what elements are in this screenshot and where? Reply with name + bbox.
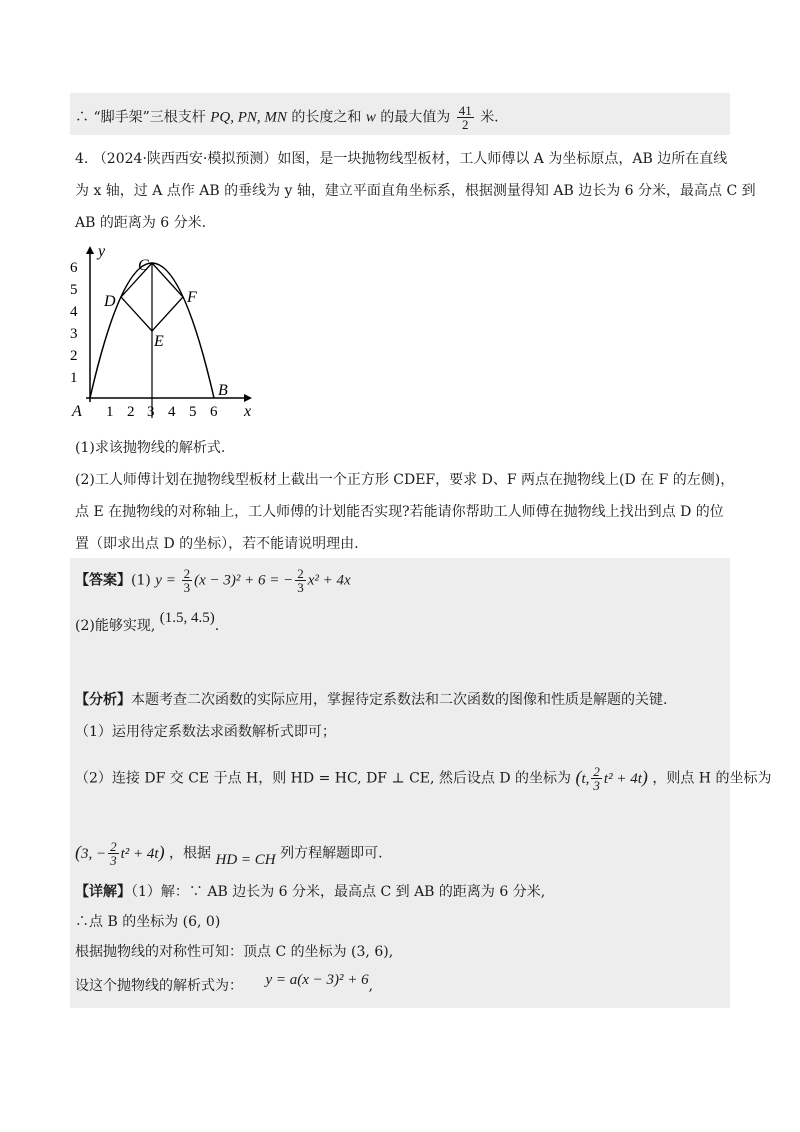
analysis-text: 本题考查二次函数的实际应用，掌握待定系数法和二次函数的图像和性质是解题的关键. — [131, 692, 668, 708]
y-axis-label: y — [98, 243, 106, 260]
analysis-step-3 — [75, 840, 383, 867]
y-axis-arrow — [86, 246, 94, 254]
point-d-first: t, — [581, 770, 590, 787]
max-value-fraction — [457, 104, 474, 131]
rods-names: PQ, PN, MN — [210, 109, 287, 126]
point-h-first: 3, − — [81, 845, 107, 862]
question-1: (1)求该抛物线的解析式. — [75, 440, 226, 456]
point-e-label: E — [154, 333, 164, 350]
point-d-second: t² + 4t — [603, 770, 642, 787]
y-tick-1: 1 — [70, 370, 78, 386]
question-2-line-3: 置（即求出点 D 的坐标），若不能请说明理由. — [75, 536, 359, 552]
answer-1-end: x² + 4x — [307, 572, 351, 589]
fraction-numerator: 41 — [458, 103, 472, 118]
answer-1-middle: (x − 3)² + 6 = − — [194, 572, 294, 589]
x-tick-3: 3 — [147, 404, 155, 420]
analysis-point-d: (t, $\frac{2}{3}$ t² + 4t) — [575, 764, 648, 793]
point-f-label: F — [187, 289, 197, 306]
answer-line-2 — [75, 610, 220, 636]
detail-text-4: 设这个抛物线的解析式为： — [75, 978, 243, 994]
parabola-graph — [60, 240, 270, 425]
x-axis-arrow — [244, 394, 252, 402]
conclusion-text-before: “脚手架”三根支杆 — [93, 109, 206, 126]
answer-2-text: (2)能够实现, — [75, 618, 156, 634]
var-w: w — [365, 109, 376, 126]
x-tick-1: 1 — [106, 404, 114, 420]
x-tick-4: 4 — [168, 404, 176, 420]
answer-1-fraction-b — [295, 567, 306, 594]
detail-line-4 — [75, 972, 374, 996]
analysis-label: 【分析】 — [75, 692, 131, 708]
detail-text-1: （1）解：∵ AB 边长为 6 分米，最高点 C 到 AB 的距离为 6 分米, — [131, 884, 546, 900]
detail-label: 【详解】 — [75, 884, 131, 900]
detail-formula: y = a(x − 3)² + 6 — [265, 972, 369, 988]
question-2-line-2: 点 E 在抛物线的对称轴上，工人师傅的计划能否实现?若能请你帮助工人师傅在抛物线上找出到点 D 的位 — [75, 504, 724, 520]
answer-label: 【答案】 — [75, 572, 131, 589]
analysis-step-3-end: 列方程解题即可. — [280, 845, 383, 862]
answer-1-prefix: (1) — [131, 572, 151, 589]
x-tick-5: 5 — [189, 404, 197, 420]
x-tick-6: 6 — [210, 404, 218, 420]
detail-end: , — [368, 978, 374, 994]
x-tick-2: 2 — [127, 404, 135, 420]
point-h-fraction — [108, 840, 119, 867]
detail-line-2: ∴点 B 的坐标为 (6, 0) — [75, 914, 221, 930]
fraction-denominator: 3 — [297, 580, 304, 595]
point-c-label: C — [138, 257, 149, 274]
conclusion-text-after: 的最大值为 — [380, 109, 451, 126]
point-a-label: A — [72, 403, 82, 420]
y-tick-4: 4 — [70, 304, 78, 320]
conclusion-line — [75, 104, 499, 131]
detail-line-1 — [75, 882, 545, 902]
conclusion-text-mid: 的长度之和 — [291, 109, 362, 126]
problem-text-1: 如图，是一块抛物线型板材，工人师傅以 A 为坐标原点，AB 边所在直线 — [277, 151, 728, 167]
answer-1-fraction-a — [182, 567, 193, 594]
y-tick-5: 5 — [70, 282, 78, 298]
y-tick-2: 2 — [70, 348, 78, 364]
analysis-step-2-text: （2）连接 DF 交 CE 于点 H，则 HD = HC, DF ⊥ CE, 然后设点 D 的坐标为 — [75, 770, 572, 787]
y-tick-3: 3 — [70, 326, 78, 342]
fraction-denominator: 3 — [110, 853, 117, 868]
fraction-denominator: 3 — [183, 580, 191, 595]
detail-line-3: 根据抛物线的对称性可知：顶点 C 的坐标为 (3, 6), — [75, 944, 394, 960]
fraction-numerator: 2 — [110, 839, 117, 854]
problem-line-3: AB 的距离为 6 分米. — [75, 215, 207, 231]
x-axis-label: x — [244, 403, 252, 420]
point-h-second: t² + 4t — [120, 845, 159, 862]
analysis-equation: HD = CH — [215, 851, 276, 868]
answer-2-point: (1.5, 4.5) — [159, 610, 215, 626]
analysis-step-2-end: ，则点 H 的坐标为 — [652, 770, 772, 787]
fraction-denominator: 3 — [593, 778, 600, 793]
conclusion-unit: 米. — [480, 109, 499, 126]
point-d-label: D — [104, 293, 116, 310]
problem-source: （2024·陕西西安·模拟预测） — [92, 151, 278, 167]
problem-line-1 — [75, 149, 727, 169]
y-tick-6: 6 — [70, 260, 78, 276]
fraction-denominator: 2 — [461, 117, 469, 132]
fraction-numerator: 2 — [593, 764, 600, 779]
answer-2-end: . — [214, 618, 220, 634]
analysis-step-3-text: ，根据 — [169, 845, 212, 862]
point-b-label: B — [218, 382, 228, 399]
fraction-numerator: 2 — [297, 566, 304, 581]
question-2-line-1: (2)工人师傅计划在抛物线型板材上截出一个正方形 CDEF，要求 D、F 两点在抛物线上(D 在 F 的左侧)， — [75, 472, 735, 488]
analysis-point-h: (3, − $\frac{2}{3}$ t² + 4t) — [75, 839, 165, 868]
problem-line-2: 为 x 轴，过 A 点作 AB 的垂线为 y 轴，建立平面直角坐标系，根据测量得知 AB 边长为 6 分米，最高点 C 到 — [75, 183, 756, 199]
analysis-step-2 — [75, 765, 771, 792]
problem-number: 4. — [75, 151, 89, 167]
therefore-symbol: ∴ — [75, 109, 89, 126]
answer-line-1 — [75, 567, 351, 594]
analysis-step-1: （1）运用待定系数法求函数解析式即可； — [75, 724, 336, 740]
fraction-numerator: 2 — [183, 566, 191, 581]
analysis-line-1 — [75, 690, 667, 710]
answer-1-formula: y = — [155, 572, 180, 589]
point-d-fraction — [591, 765, 602, 792]
